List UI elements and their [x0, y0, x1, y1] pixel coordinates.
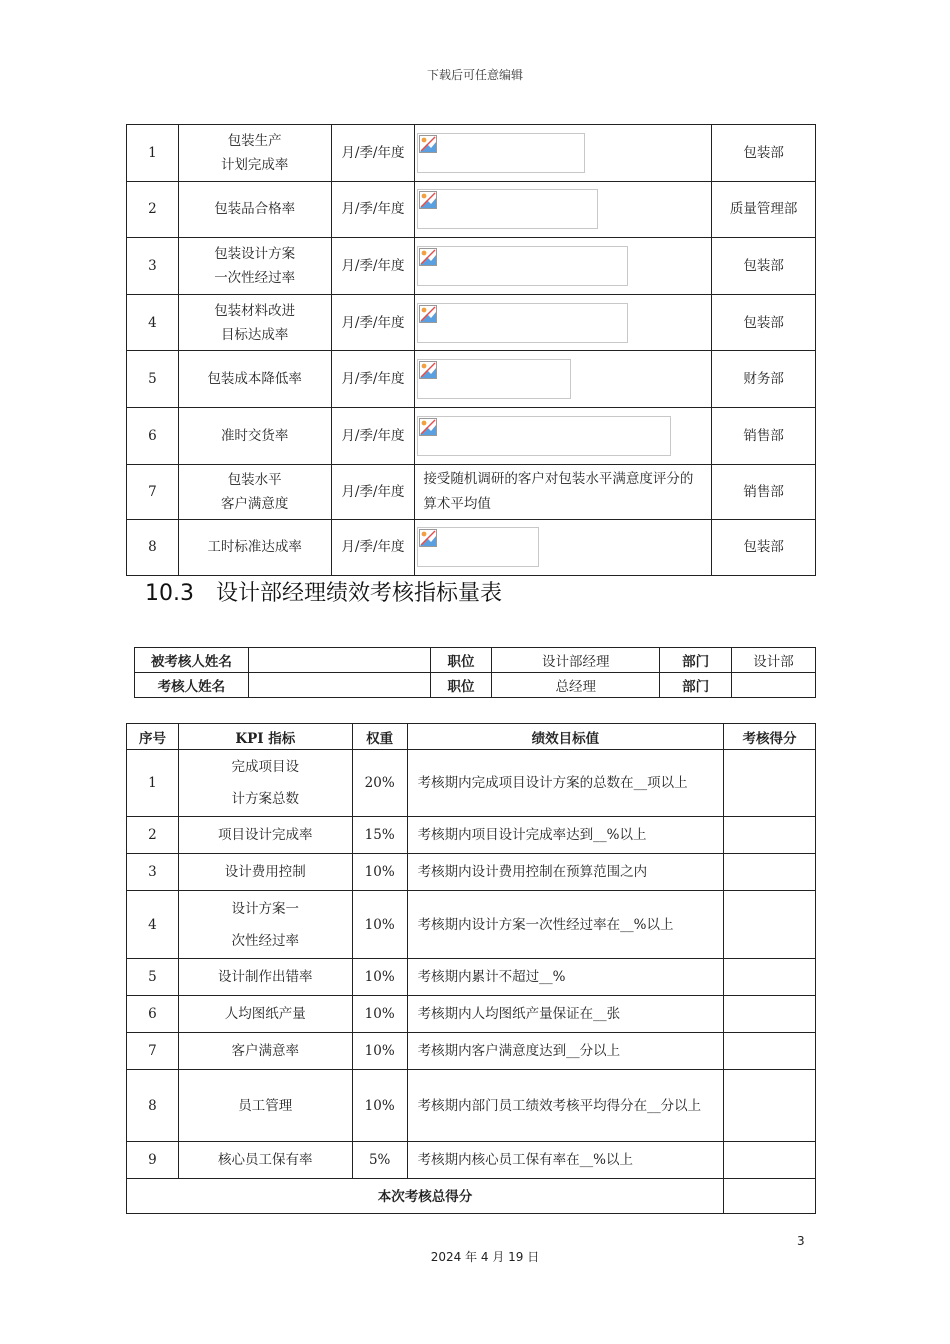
- kpi-name: [178, 1142, 352, 1179]
- kpi-weight: 10%: [352, 996, 407, 1033]
- data-source-department: 包装部: [712, 519, 816, 576]
- kpi-formula-image: [415, 238, 712, 295]
- table-row: [127, 125, 816, 182]
- kpi-name-line: 准时交货率: [220, 427, 289, 444]
- score-cell[interactable]: [724, 1033, 816, 1070]
- kpi-weight: 20%: [352, 750, 407, 817]
- table-row: [127, 1033, 816, 1070]
- score-cell[interactable]: [724, 996, 816, 1033]
- kpi-description: 接受随机调研的客户对包装水平满意度评分的算术平均值: [415, 464, 712, 519]
- assessment-cycle: 月/季/年度: [331, 351, 415, 408]
- table-row: [127, 817, 816, 854]
- row-number: 7: [127, 1033, 179, 1070]
- performance-target: 考核期内部门员工绩效考核平均得分在__分以上: [407, 1070, 723, 1142]
- kpi-formula-image: [415, 351, 712, 408]
- performance-target: 考核期内核心员工保有率在__%以上: [407, 1142, 723, 1179]
- section-title: 设计部经理绩效考核指标量表: [215, 581, 502, 606]
- table-row: [127, 519, 816, 576]
- broken-image-icon: [417, 359, 571, 399]
- broken-image-icon: [417, 133, 585, 173]
- kpi-formula-image: [415, 519, 712, 576]
- assessee-name-field[interactable]: [248, 648, 430, 673]
- data-source-department: 包装部: [712, 125, 816, 182]
- assessment-cycle: 月/季/年度: [331, 464, 415, 519]
- performance-target: 考核期内设计方案一次性经过率在__%以上: [407, 891, 723, 959]
- kpi-name-line: 客户满意度: [220, 495, 289, 512]
- table-row: [127, 1070, 816, 1142]
- row-number: 5: [127, 959, 179, 996]
- kpi-name: [178, 519, 331, 576]
- assessee-department: 设计部: [732, 648, 816, 673]
- assessee-name-label: 被考核人姓名: [135, 648, 249, 673]
- assessment-cycle: 月/季/年度: [331, 407, 415, 464]
- performance-target: 考核期内人均图纸产量保证在__张: [407, 996, 723, 1033]
- assessment-cycle: 月/季/年度: [331, 238, 415, 295]
- kpi-name-line: 一次性经过率: [214, 269, 296, 286]
- kpi-name-line: 包装成本降低率: [207, 371, 302, 388]
- kpi-name-line: 设计制作出错率: [218, 969, 313, 985]
- performance-target: 考核期内设计费用控制在预算范围之内: [407, 854, 723, 891]
- kpi-name-line: 项目设计完成率: [218, 827, 313, 843]
- section-number: 10.3: [145, 581, 194, 606]
- table-row: [127, 996, 816, 1033]
- kpi-weight: 10%: [352, 1070, 407, 1142]
- kpi-name: [178, 407, 331, 464]
- department-label: 部门: [660, 673, 732, 698]
- table-row: [135, 673, 816, 698]
- kpi-name: [178, 1070, 352, 1142]
- data-source-department: 包装部: [712, 238, 816, 295]
- table-row: [127, 854, 816, 891]
- broken-image-icon: [417, 189, 598, 229]
- assessment-cycle: 月/季/年度: [331, 181, 415, 238]
- table-row: [127, 407, 816, 464]
- score-cell[interactable]: [724, 750, 816, 817]
- kpi-name-line: 员工管理: [238, 1097, 293, 1114]
- assessment-cycle: 月/季/年度: [331, 519, 415, 576]
- col-header-no: 序号: [127, 724, 179, 750]
- kpi-weight: 10%: [352, 1033, 407, 1070]
- row-number: 3: [127, 238, 179, 295]
- total-score-label: 本次考核总得分: [127, 1179, 724, 1214]
- kpi-name: [178, 464, 331, 519]
- total-score-cell[interactable]: [724, 1179, 816, 1214]
- score-cell[interactable]: [724, 817, 816, 854]
- department-label: 部门: [660, 648, 732, 673]
- kpi-name: [178, 750, 352, 817]
- kpi-name-line: 包装生产: [227, 132, 282, 149]
- kpi-name-line: 包装水平: [227, 471, 282, 488]
- row-number: 6: [127, 996, 179, 1033]
- score-cell[interactable]: [724, 891, 816, 959]
- kpi-name-line: 包装设计方案: [214, 245, 296, 262]
- kpi-name: [178, 959, 352, 996]
- table-row: [127, 351, 816, 408]
- table-row: [127, 464, 816, 519]
- row-number: 3: [127, 854, 179, 891]
- packaging-kpi-table: [126, 124, 816, 576]
- kpi-name: [178, 817, 352, 854]
- table-row: [127, 750, 816, 817]
- kpi-name: [178, 854, 352, 891]
- position-label: 职位: [430, 648, 492, 673]
- score-cell[interactable]: [724, 854, 816, 891]
- table-row: [127, 1142, 816, 1179]
- kpi-weight: 10%: [352, 854, 407, 891]
- kpi-name-line: 包装材料改进: [214, 302, 296, 319]
- broken-image-icon: [417, 246, 628, 286]
- kpi-formula-image: [415, 294, 712, 351]
- total-row: [127, 1179, 816, 1214]
- kpi-name-line: 次性经过率: [231, 932, 300, 949]
- assessor-position: 总经理: [492, 673, 660, 698]
- kpi-name: [178, 891, 352, 959]
- kpi-weight: 10%: [352, 891, 407, 959]
- score-cell[interactable]: [724, 1142, 816, 1179]
- kpi-formula-image: [415, 181, 712, 238]
- assessee-position: 设计部经理: [492, 648, 660, 673]
- kpi-name-line: 计方案总数: [231, 791, 300, 807]
- broken-image-icon: [417, 416, 671, 456]
- kpi-name: [178, 181, 331, 238]
- position-label: 职位: [430, 673, 492, 698]
- kpi-name-line: 完成项目设: [231, 759, 300, 775]
- data-source-department: 销售部: [712, 464, 816, 519]
- kpi-name: [178, 1033, 352, 1070]
- score-cell[interactable]: [724, 1070, 816, 1142]
- performance-target: 考核期内项目设计完成率达到__%以上: [407, 817, 723, 854]
- table-header-row: [127, 724, 816, 750]
- assessee-info-table: [134, 647, 816, 698]
- row-number: 7: [127, 464, 179, 519]
- kpi-formula-image: [415, 407, 712, 464]
- row-number: 8: [127, 1070, 179, 1142]
- col-header-weight: 权重: [352, 724, 407, 750]
- performance-target: 考核期内完成项目设计方案的总数在__项以上: [407, 750, 723, 817]
- row-number: 4: [127, 294, 179, 351]
- row-number: 1: [127, 750, 179, 817]
- assessor-name-field[interactable]: [248, 673, 430, 698]
- table-row: [127, 959, 816, 996]
- page-header: 下载后可任意编辑: [426, 68, 523, 82]
- data-source-department: 财务部: [712, 351, 816, 408]
- table-row: [127, 891, 816, 959]
- row-number: 2: [127, 181, 179, 238]
- footer-date: 2024 年 4 月 19 日: [430, 1250, 540, 1264]
- data-source-department: 包装部: [712, 294, 816, 351]
- kpi-name-line: 包装品合格率: [214, 201, 296, 218]
- row-number: 1: [127, 125, 179, 182]
- kpi-name-line: 设计方案一: [231, 900, 300, 917]
- row-number: 5: [127, 351, 179, 408]
- kpi-name: [178, 238, 331, 295]
- row-number: 9: [127, 1142, 179, 1179]
- row-number: 8: [127, 519, 179, 576]
- col-header-kpi: KPI 指标: [178, 724, 352, 750]
- table-row: [135, 648, 816, 673]
- row-number: 4: [127, 891, 179, 959]
- kpi-name-line: 人均图纸产量: [224, 1006, 306, 1022]
- assessment-cycle: 月/季/年度: [331, 125, 415, 182]
- kpi-weight: 10%: [352, 959, 407, 996]
- kpi-name: [178, 294, 331, 351]
- broken-image-icon: [417, 527, 539, 567]
- col-header-target: 绩效目标值: [407, 724, 723, 750]
- score-cell[interactable]: [724, 959, 816, 996]
- section-heading: [145, 576, 502, 607]
- kpi-weight: 15%: [352, 817, 407, 854]
- kpi-name: [178, 125, 331, 182]
- kpi-name-line: 核心员工保有率: [218, 1152, 313, 1168]
- row-number: 6: [127, 407, 179, 464]
- performance-target: 考核期内客户满意度达到__分以上: [407, 1033, 723, 1070]
- assessment-cycle: 月/季/年度: [331, 294, 415, 351]
- broken-image-icon: [417, 303, 628, 343]
- kpi-name-line: 设计费用控制: [224, 864, 306, 880]
- row-number: 2: [127, 817, 179, 854]
- kpi-name: [178, 351, 331, 408]
- data-source-department: 销售部: [712, 407, 816, 464]
- assessor-name-label: 考核人姓名: [135, 673, 249, 698]
- kpi-name-line: 工时标准达成率: [207, 539, 302, 556]
- performance-target: 考核期内累计不超过__%: [407, 959, 723, 996]
- kpi-name-line: 计划完成率: [220, 156, 289, 173]
- design-manager-kpi-table: [126, 723, 816, 1214]
- kpi-name: [178, 996, 352, 1033]
- kpi-name-line: 客户满意率: [231, 1043, 300, 1059]
- kpi-name-line: 目标达成率: [220, 326, 289, 343]
- kpi-formula-image: [415, 125, 712, 182]
- page-number: 3: [797, 1234, 805, 1248]
- kpi-weight: 5%: [352, 1142, 407, 1179]
- table-row: [127, 238, 816, 295]
- assessor-department[interactable]: [732, 673, 816, 698]
- table-row: [127, 181, 816, 238]
- data-source-department: 质量管理部: [712, 181, 816, 238]
- col-header-score: 考核得分: [724, 724, 816, 750]
- table-row: [127, 294, 816, 351]
